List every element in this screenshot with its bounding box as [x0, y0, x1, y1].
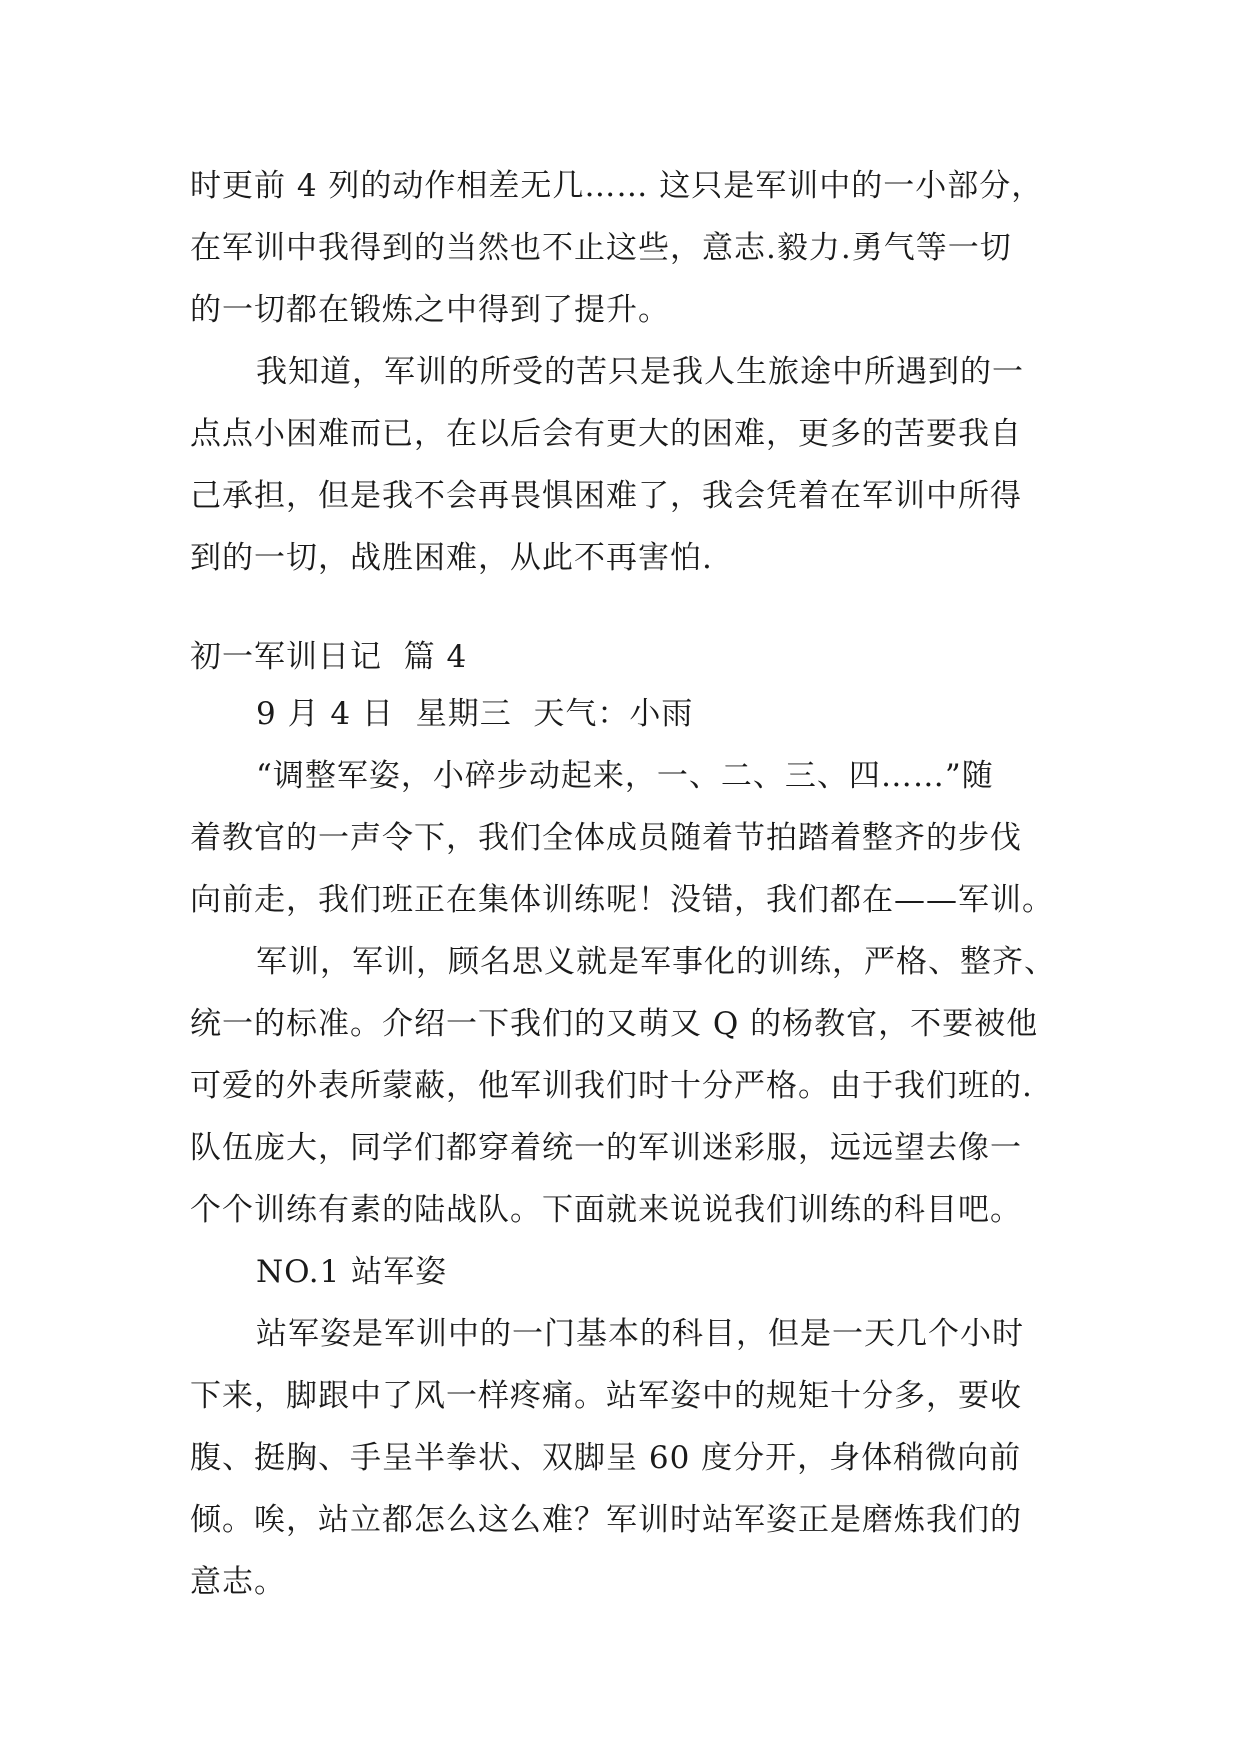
paragraph-line: 下来，脚跟中了风一样疼痛。站军姿中的规矩十分多，要收	[190, 1378, 1022, 1414]
paragraph-line: 个个训练有素的陆战队。下面就来说说我们训练的科目吧。	[190, 1192, 1022, 1228]
paragraph-line: 倾。唉，站立都怎么这么难？军训时站军姿正是磨炼我们的	[190, 1502, 1022, 1538]
paragraph-line: 统一的标准。介绍一下我们的又萌又 Q 的杨教官，不要被他	[190, 1006, 1039, 1042]
paragraph-line: 向前走，我们班正在集体训练呢！没错，我们都在——军训。	[190, 882, 1054, 918]
paragraph-line: 可爱的外表所蒙蔽，他军训我们时十分严格。由于我们班的.	[190, 1068, 1033, 1104]
paragraph-line: 腹、挺胸、手呈半拳状、双脚呈 60 度分开，身体稍微向前	[190, 1440, 1022, 1476]
section-heading: 初一军训日记 篇 4	[190, 639, 468, 675]
paragraph-line: 着教官的一声令下，我们全体成员随着节拍踏着整齐的步伐	[190, 820, 1022, 856]
paragraph-line: 己承担，但是我不会再畏惧困难了，我会凭着在军训中所得	[190, 478, 1022, 514]
paragraph-line: 我知道，军训的所受的苦只是我人生旅途中所遇到的一	[256, 354, 1024, 390]
paragraph-line: 军训，军训，顾名思义就是军事化的训练，严格、整齐、	[256, 944, 1056, 980]
paragraph-line: 到的一切，战胜困难，从此不再害怕.	[190, 540, 713, 576]
paragraph-line: 点点小困难而已，在以后会有更大的困难，更多的苦要我自	[190, 416, 1022, 452]
paragraph-line: 意志。	[190, 1564, 286, 1600]
paragraph-line: 时更前 4 列的动作相差无几…… 这只是军训中的一小部分，	[190, 168, 1044, 204]
paragraph-line: “调整军姿，小碎步动起来，一、二、三、四……”随	[256, 758, 994, 794]
paragraph-line: 站军姿是军训中的一门基本的科目，但是一天几个小时	[256, 1316, 1024, 1352]
paragraph-line: 在军训中我得到的当然也不止这些，意志.毅力.勇气等一切	[190, 230, 1012, 266]
paragraph-line: 队伍庞大，同学们都穿着统一的军训迷彩服，远远望去像一	[190, 1130, 1022, 1166]
date-line: 9 月 4 日 星期三 天气：小雨	[256, 696, 694, 732]
paragraph-line: 的一切都在锻炼之中得到了提升。	[190, 292, 670, 328]
subsection-heading: NO.1 站军姿	[256, 1254, 448, 1290]
